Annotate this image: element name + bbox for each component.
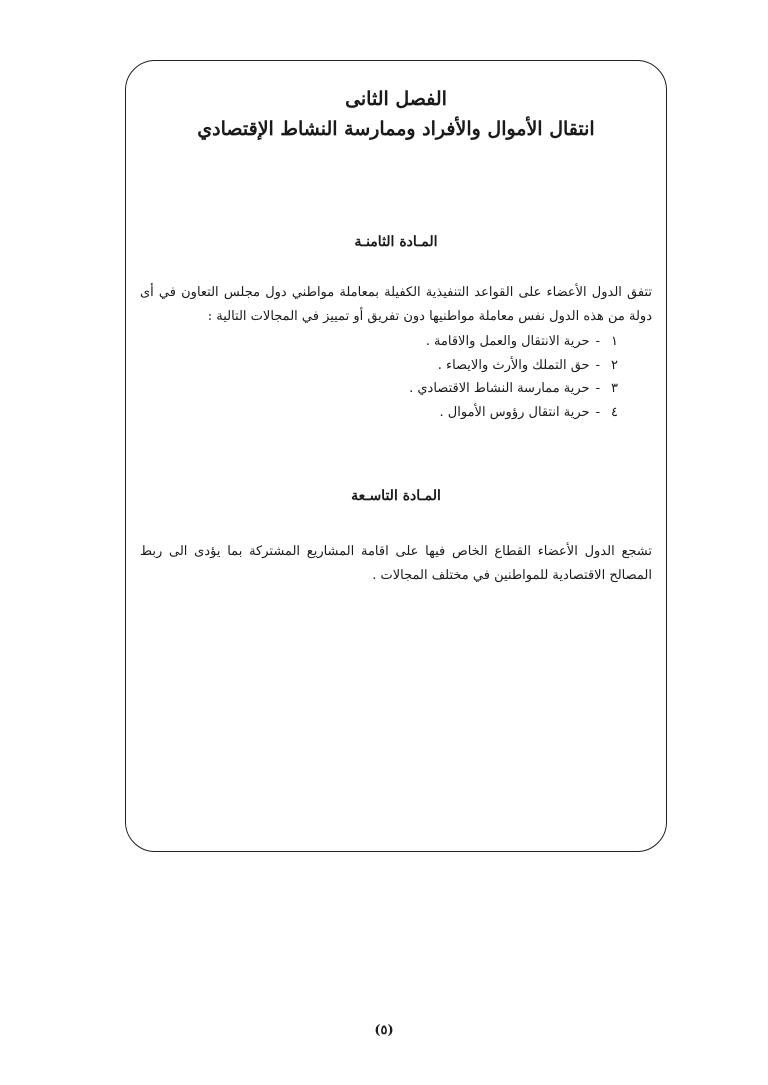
list-item-text: حرية الانتقال والعمل والاقامة . <box>425 334 590 349</box>
page-number: (٥) <box>374 1023 394 1038</box>
list-item-number: ١ <box>611 334 618 349</box>
article-eight-heading: المـادة الثامنـة <box>354 234 438 250</box>
page-border-frame <box>125 60 667 852</box>
list-item-text: حرية ممارسة النشاط الاقتصادي . <box>409 381 590 396</box>
list-item-number: ٤ <box>611 404 618 420</box>
list-item-text: حق التملك والأرث والايصاء . <box>437 357 590 373</box>
list-item: ١-حرية الانتقال والعمل والاقامة . <box>409 330 618 354</box>
chapter-title: الفصل الثانى <box>345 88 447 110</box>
list-item: ٣-حرية ممارسة النشاط الاقتصادي . <box>409 377 618 401</box>
article-nine-paragraph: تشجع الدول الأعضاء القطاع الخاص فيها على اقامة المشاريع المشتركة بما يؤدى الى ربط المصالح الاقتصادية للمواطنين في مختلف المجالات . <box>140 544 652 583</box>
list-item-number: ٣ <box>611 381 618 396</box>
article-nine-heading: المـادة التاسـعة <box>351 488 441 504</box>
list-item: ٢-حق التملك والأرث والايصاء . <box>409 354 618 378</box>
article-eight-list <box>409 330 618 424</box>
list-item-text: حرية انتقال رؤوس الأموال . <box>439 404 590 420</box>
article-eight-paragraph: تتفق الدول الأعضاء على القواعد التنفيذية الكفيلة بمعاملة مواطني دول مجلس التعاون في أى دولة من هذه الدول نفس معاملة مواطنيها دون تفريق أو تمييز في المجالات التالية : <box>140 285 652 324</box>
chapter-subtitle: انتقال الأموال والأفراد وممارسة النشاط الإقتصادي <box>197 118 595 140</box>
list-item-number: ٢ <box>611 357 618 373</box>
list-item: ٤-حرية انتقال رؤوس الأموال . <box>409 401 618 425</box>
